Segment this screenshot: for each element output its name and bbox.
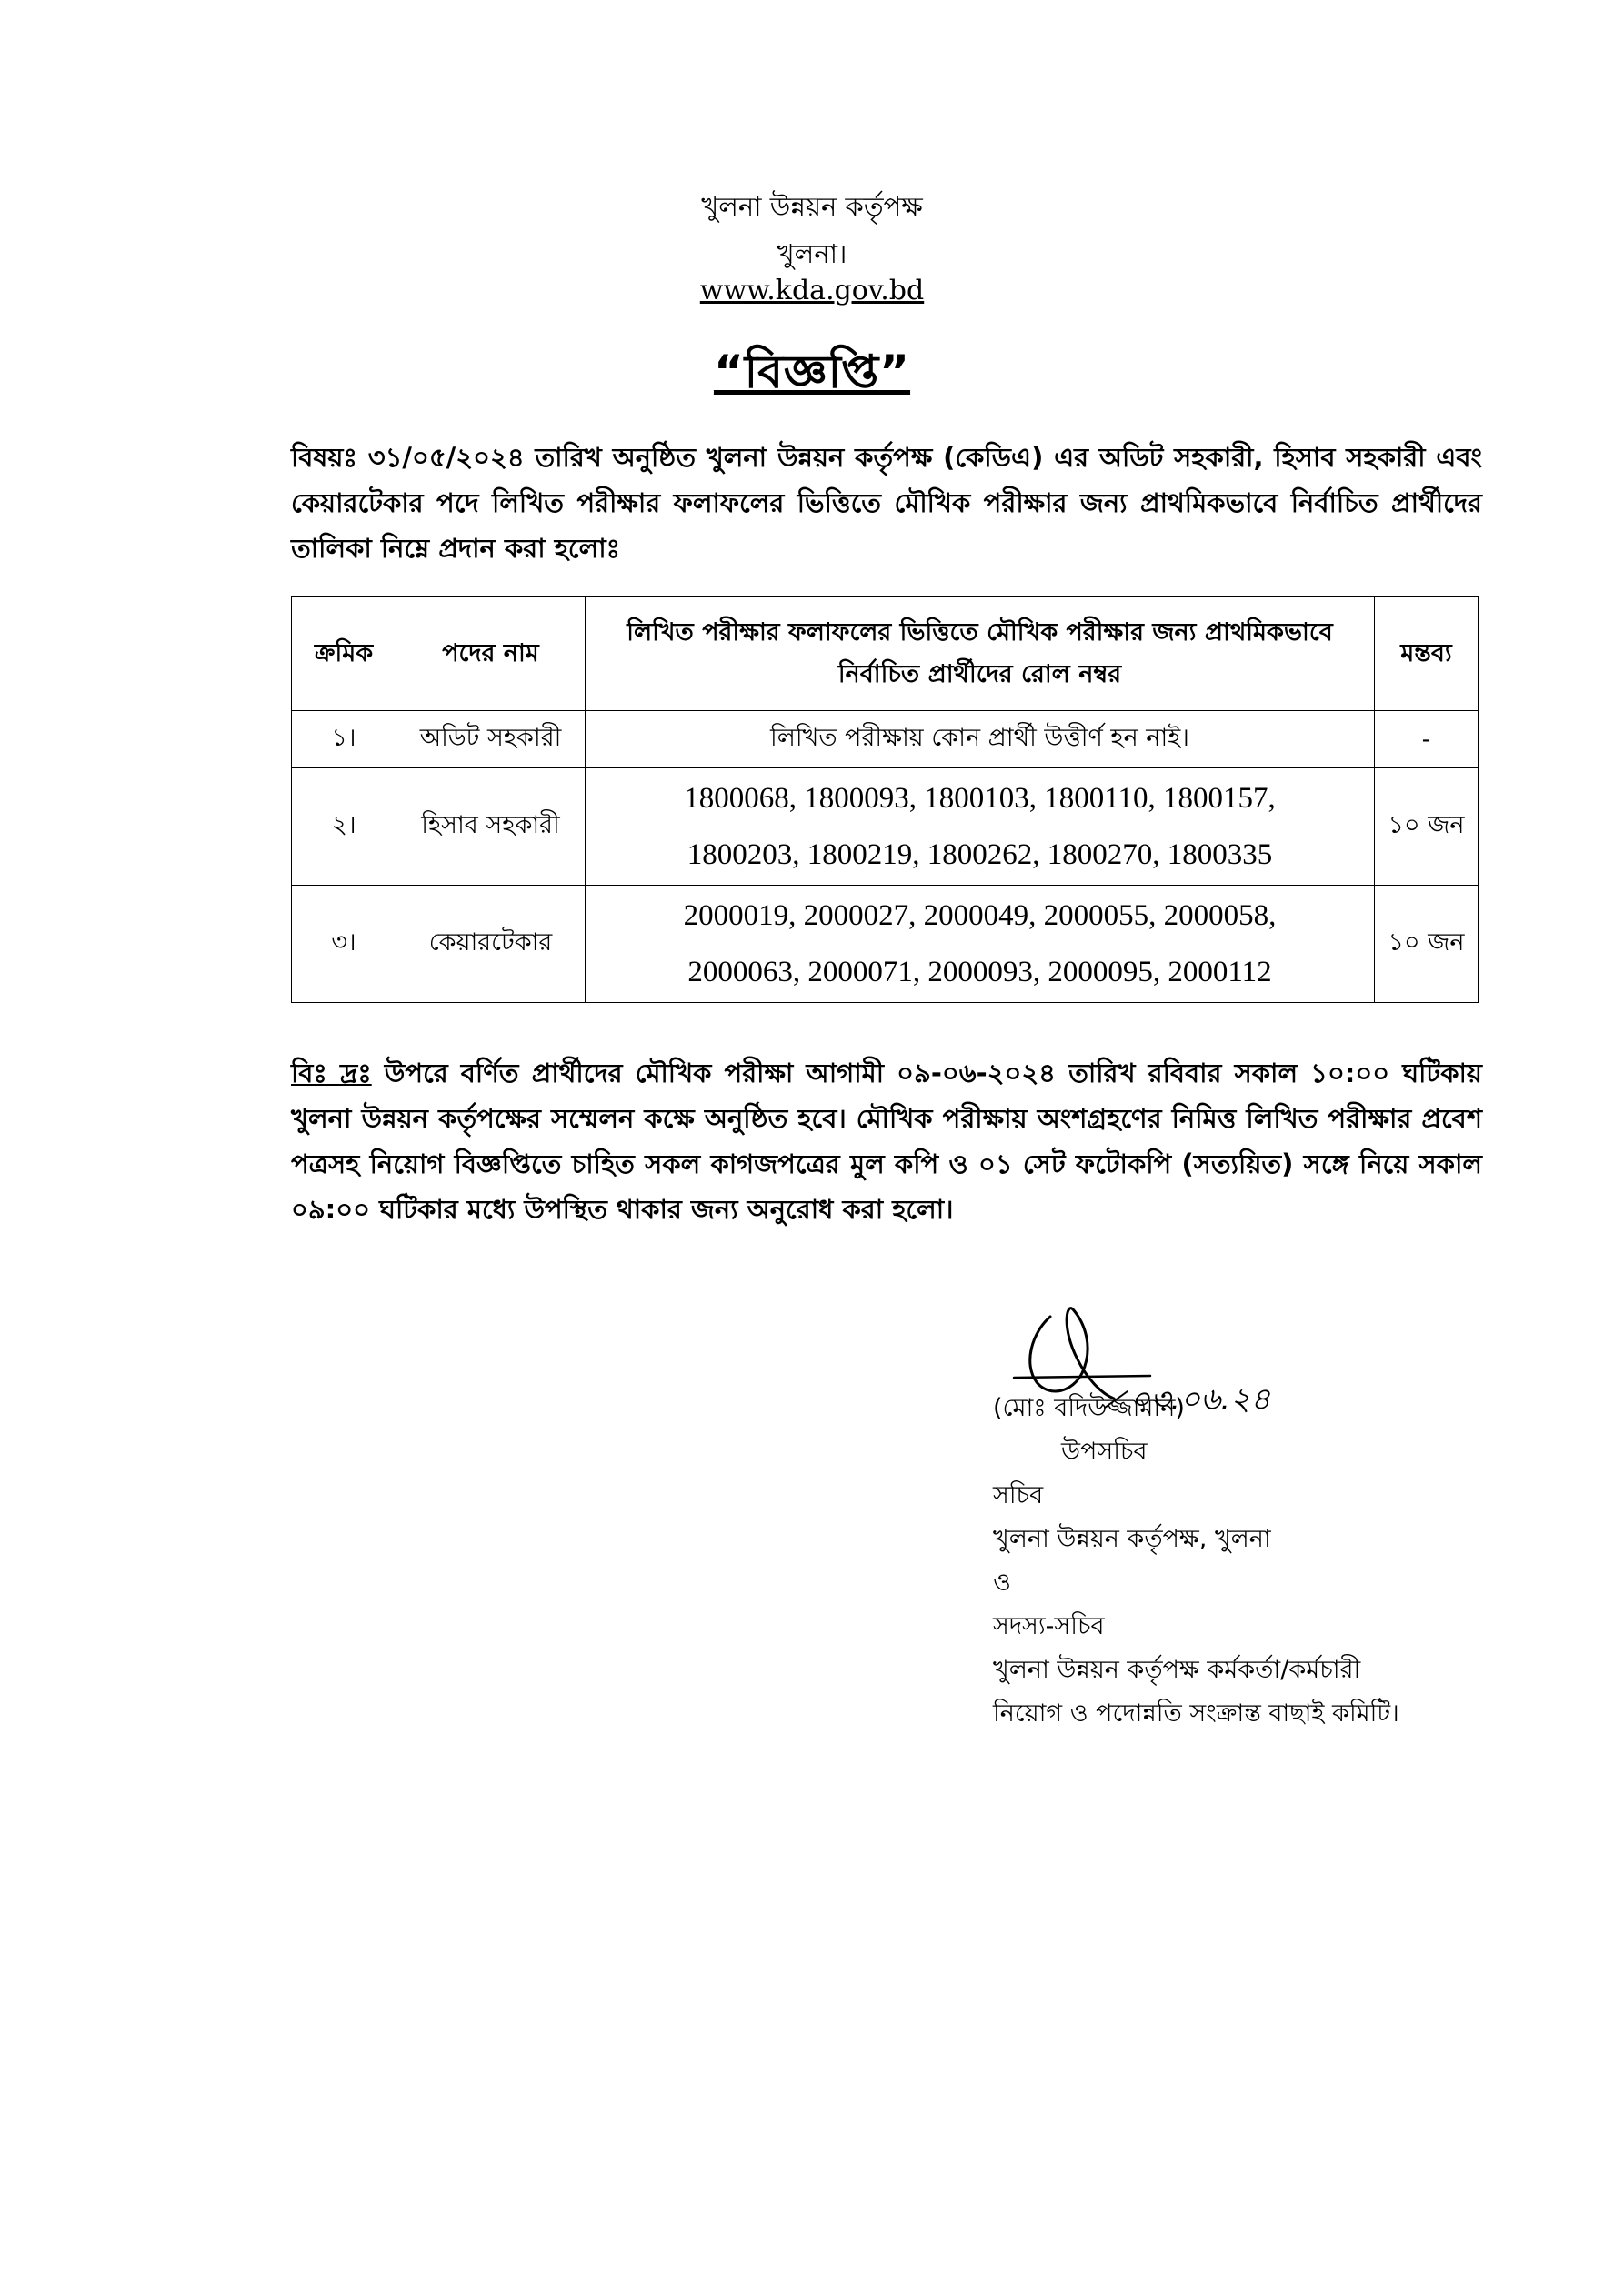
row-remark: - bbox=[1375, 711, 1479, 768]
signature-block bbox=[993, 1387, 1399, 1736]
row-roll-numbers bbox=[586, 886, 1375, 1003]
row-post-name: হিসাব সহকারী bbox=[396, 768, 586, 886]
city-name: খুলনা। bbox=[777, 238, 847, 269]
header-roll-numbers: লিখিত পরীক্ষার ফলাফলের ভিত্তিতে মৌখিক পরীক্ষার জন্য প্রাথমিকভাবে নির্বাচিত প্রার্থীদের রোল নম্বর bbox=[586, 597, 1375, 711]
roll-line: লিখিত পরীক্ষায় কোন প্রার্থী উত্তীর্ণ হন নাই। bbox=[770, 723, 1189, 752]
signatory-name: (মোঃ বদিউজ্জামান) bbox=[993, 1394, 1185, 1422]
row-serial: ২। bbox=[292, 768, 396, 886]
signatory-role-secretary: সচিব bbox=[993, 1481, 1044, 1509]
row-post-name: কেয়ারটেকার bbox=[396, 886, 586, 1003]
signatory-organization: খুলনা উন্নয়ন কর্তৃপক্ষ, খুলনা bbox=[993, 1525, 1271, 1553]
header-serial: ক্রমিক bbox=[292, 597, 396, 711]
signatory-role-member-secretary: সদস্য-সচিব bbox=[993, 1612, 1105, 1640]
row-remark: ১০ জন bbox=[1375, 886, 1479, 1003]
header-remarks: মন্তব্য bbox=[1375, 597, 1479, 711]
row-serial: ১। bbox=[292, 711, 396, 768]
header-post-name: পদের নাম bbox=[396, 597, 586, 711]
subject-paragraph: বিষয়ঃ ৩১/০৫/২০২৪ তারিখ অনুষ্ঠিত খুলনা উন্নয়ন কর্তৃপক্ষ (কেডিএ) এর অডিট সহকারী, হিসাব সহকারী এবং কেয়ারটেকার পদে লিখিত পরীক্ষার ফলাফলের ভিত্তিতে মৌখিক পরীক্ষার জন্য প্রাথমিকভাবে নির্বাচিত প্রার্থীদের তালিকা নিম্নে প্রদান করা হলোঃ bbox=[291, 442, 1482, 564]
organization-name: খুলনা উন্নয়ন কর্তৃপক্ষ bbox=[701, 191, 923, 222]
roll-line: 2000019, 2000027, 2000049, 2000055, 2000058, bbox=[683, 899, 1277, 932]
roll-line: 1800203, 1800219, 1800262, 1800270, 1800335 bbox=[687, 838, 1273, 871]
table-header-row bbox=[292, 597, 1479, 711]
signature-date: ০৩.০৬.২৪ bbox=[1130, 1381, 1271, 1414]
roll-line: 2000063, 2000071, 2000093, 2000095, 2000112 bbox=[687, 956, 1272, 988]
note-text: উপরে বর্ণিত প্রার্থীদের মৌখিক পরীক্ষা আগামী ০৯-০৬-২০২৪ তারিখ রবিবার সকাল ১০:০০ ঘটিকায় খুলনা উন্নয়ন কর্তৃপক্ষের সম্মেলন কক্ষে অনুষ্ঠিত হবে। মৌখিক পরীক্ষায় অংশগ্রহণের নিমিত্ত লিখিত পরীক্ষার প্রবেশ পত্রসহ নিয়োগ বিজ্ঞপ্তিতে চাহিত সকল কাগজপত্রের মুল কপি ও ০১ সেট ফটোকপি (সত্যয়িত) সঙ্গে নিয়ে সকাল ০৯:০০ ঘটিকার মধ্যে উপস্থিত থাকার জন্য অনুরোধ করা হলো। bbox=[291, 1058, 1482, 1225]
table-row bbox=[292, 886, 1479, 1003]
roll-line: 1800068, 1800093, 1800103, 1800110, 1800157, bbox=[684, 782, 1276, 815]
conjunction-and: ও bbox=[993, 1569, 1011, 1597]
results-table bbox=[291, 596, 1479, 1003]
committee-line-2: নিয়োগ ও পদোন্নতি সংক্রান্ত বাছাই কমিটি। bbox=[993, 1699, 1399, 1728]
note-label: বিঃ দ্রঃ bbox=[291, 1058, 372, 1088]
row-serial: ৩। bbox=[292, 886, 396, 1003]
website-link[interactable]: www.kda.gov.bd bbox=[699, 275, 925, 306]
committee-line-1: খুলনা উন্নয়ন কর্তৃপক্ষ কর্মকর্তা/কর্মচারী bbox=[993, 1656, 1361, 1684]
row-post-name: অডিট সহকারী bbox=[396, 711, 586, 768]
notice-title: “বিজ্ঞপ্তি” bbox=[713, 346, 911, 398]
row-roll-numbers bbox=[586, 711, 1375, 768]
table-row bbox=[292, 711, 1479, 768]
row-remark: ১০ জন bbox=[1375, 768, 1479, 886]
table-row bbox=[292, 768, 1479, 886]
row-roll-numbers bbox=[586, 768, 1375, 886]
signatory-designation: উপসচিব bbox=[1061, 1438, 1148, 1466]
note-paragraph bbox=[291, 1050, 1482, 1232]
